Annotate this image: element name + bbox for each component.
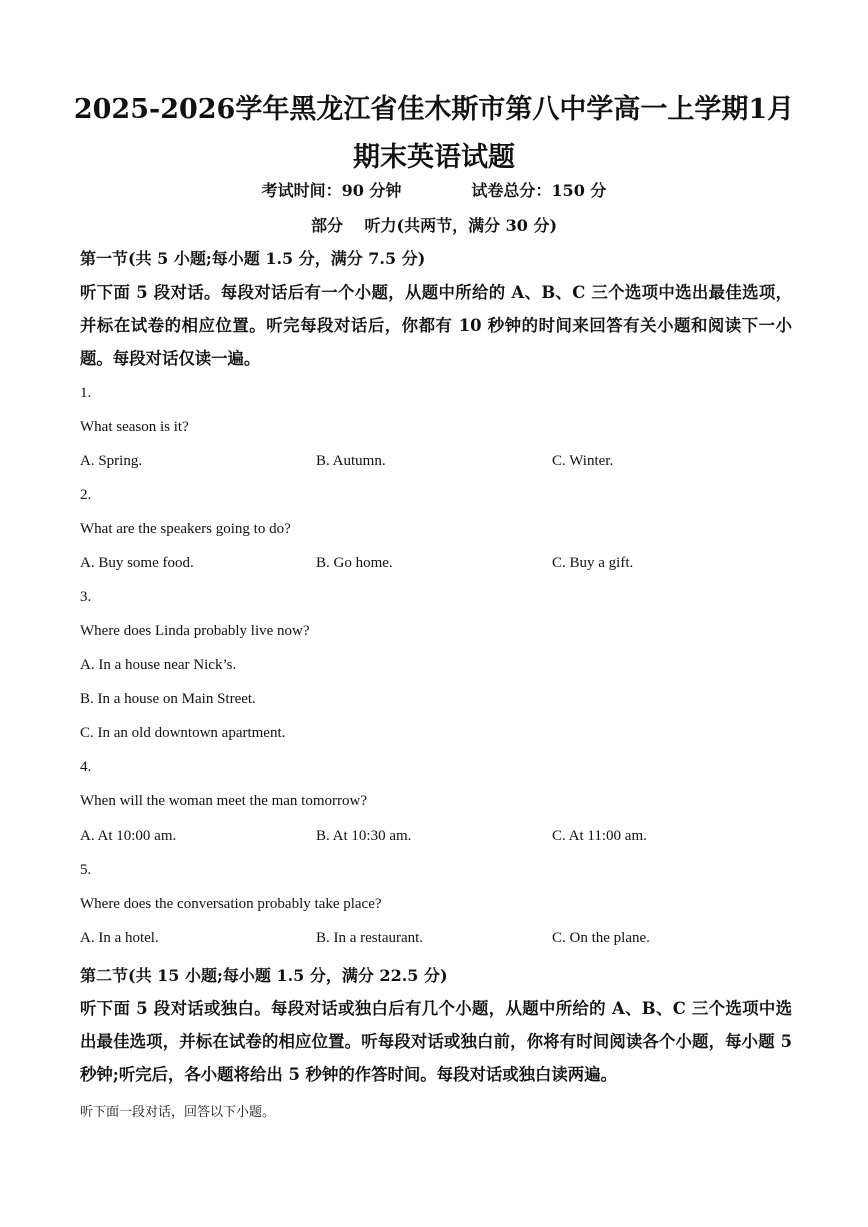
option-c: C. Buy a gift. bbox=[552, 555, 634, 571]
page-title: 2025-2026学年黑龙江省佳木斯市第八中学高一上学期1月期末英语试题 bbox=[73, 94, 795, 173]
section1-instructions: 听下面 5 段对话。每段对话后有一个小题，从题中所给的 A、B、C 三个选项中选出最佳选项，并标在试卷的相应位置。听完每段对话后，你都有 10 秒钟的时间来回答有关小题和阅读下一小题。每段对话仅读一遍。 bbox=[80, 283, 792, 368]
total-score: 试卷总分：150 分 bbox=[471, 181, 607, 200]
question-text: What season is it? bbox=[80, 419, 189, 435]
question-number: 1. bbox=[80, 385, 92, 401]
option-c: C. At 11:00 am. bbox=[552, 828, 647, 844]
question-text: Where does Linda probably live now? bbox=[80, 623, 310, 639]
option-c: C. In an old downtown apartment. bbox=[80, 725, 286, 741]
section1-heading: 第一节(共 5 小题;每小题 1.5 分，满分 7.5 分) bbox=[80, 249, 426, 268]
option-b: B. In a house on Main Street. bbox=[80, 691, 256, 707]
option-b: B. Go home. bbox=[316, 555, 393, 571]
exam-time: 考试时间：90 分钟 bbox=[261, 181, 402, 200]
exam-meta bbox=[0, 178, 868, 201]
option-c: C. Winter. bbox=[552, 453, 614, 469]
question-text: Where does the conversation probably take place? bbox=[80, 896, 382, 912]
question-text: When will the woman meet the man tomorrow? bbox=[80, 793, 367, 809]
option-a: A. At 10:00 am. bbox=[80, 828, 177, 844]
option-b: B. At 10:30 am. bbox=[316, 828, 412, 844]
question-number: 4. bbox=[80, 759, 92, 775]
option-b: B. In a restaurant. bbox=[316, 930, 424, 946]
option-b: B. Autumn. bbox=[316, 453, 386, 469]
part-heading: 部分 听力(共两节，满分 30 分) bbox=[310, 216, 558, 235]
option-a: A. In a hotel. bbox=[80, 930, 159, 946]
question-number: 2. bbox=[80, 487, 92, 503]
option-a: A. Buy some food. bbox=[80, 555, 194, 571]
section2-instructions: 听下面 5 段对话或独白。每段对话或独白后有几个小题，从题中所给的 A、B、C 三个选项中选出最佳选项，并标在试卷的相应位置。听每段对话或独白前，你将有时间阅读各个小题，每小题 5 秒钟;听完后，各小题将给出 5 秒钟的作答时间。每段对话或独白读两遍。 bbox=[80, 999, 792, 1084]
question-number: 5. bbox=[80, 862, 92, 878]
option-a: A. Spring. bbox=[80, 453, 143, 469]
option-c: C. On the plane. bbox=[552, 930, 650, 946]
question-number: 3. bbox=[80, 589, 92, 605]
option-a: A. In a house near Nick’s. bbox=[80, 657, 237, 673]
section2-heading: 第二节(共 15 小题;每小题 1.5 分，满分 22.5 分) bbox=[80, 966, 448, 985]
question-text: What are the speakers going to do? bbox=[80, 521, 291, 537]
section2-note: 听下面一段对话，回答以下小题。 bbox=[80, 1105, 276, 1120]
